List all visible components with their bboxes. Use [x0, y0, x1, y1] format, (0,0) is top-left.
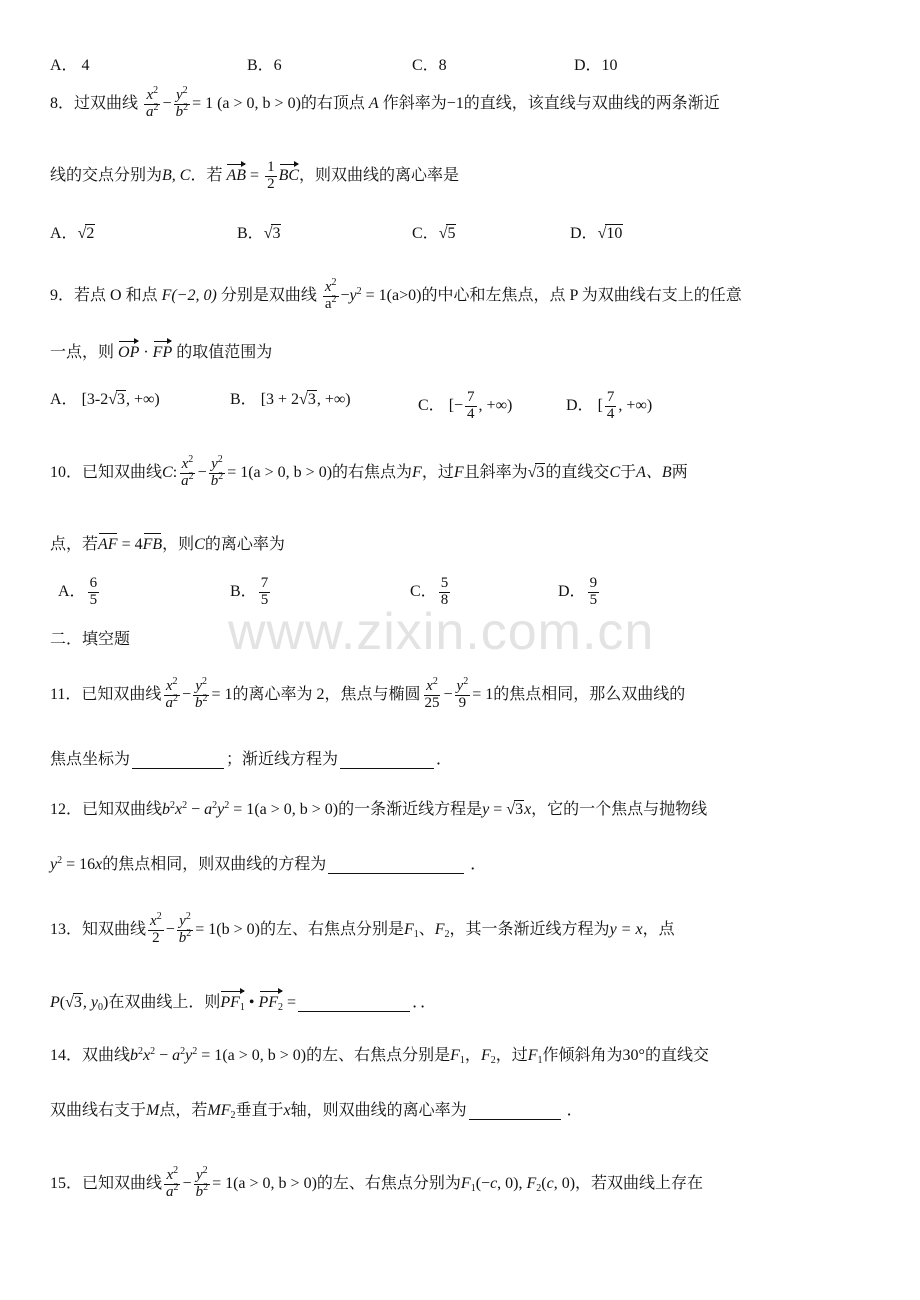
- q14-text-e: 的直线交: [644, 1047, 709, 1064]
- q8-frac-x: $\frac{x^2}{a^2}$: [146, 85, 159, 120]
- q10-line1: 10．已知双曲线C: $\frac{x^2}{a^2}$ − $\frac{y^2}{b^2}$ = 1(a > 0, b > 0)的右焦点为F，过F且斜率为√3的直线交C于A、B两: [50, 454, 688, 489]
- q12-text-c: ，它的一个焦点与抛物线: [531, 801, 708, 818]
- q10-option-a: A． $\frac{6}{5}$: [58, 575, 98, 608]
- q12-text-e: ．: [470, 856, 487, 873]
- q14-text-d: 作倾斜角为: [542, 1047, 623, 1064]
- q14-point-m: M: [146, 1102, 160, 1119]
- q10-option-d: D． $\frac{9}{5}$: [558, 575, 598, 608]
- q8-slope: −1: [446, 94, 464, 112]
- q10-cond: (a > 0, b > 0): [248, 463, 333, 481]
- q14-x-axis: x: [283, 1102, 291, 1119]
- q15-text-b: 的左、右焦点分别为: [316, 1174, 461, 1192]
- q13-vector-pf1: $PF_1$: [220, 990, 245, 1012]
- q7-option-d: D．10: [574, 57, 618, 74]
- q8-option-a: A．√2: [50, 225, 95, 242]
- q14-text-b: 的左、右焦点分别是: [306, 1047, 451, 1064]
- q15-number: 15．: [50, 1174, 83, 1192]
- q10-number: 10．: [50, 463, 83, 481]
- q11-text-b: 的离心率为 2，焦点与椭圆: [232, 685, 421, 703]
- q12-text-b: 的一条渐近线方程是: [338, 801, 483, 818]
- q9-option-b: B． [3 + 2√3, +∞): [230, 391, 351, 408]
- q13-text-b: 的左、右焦点分别是: [259, 920, 404, 938]
- q10-option-b: B． $\frac{7}{5}$: [230, 575, 269, 608]
- q10-text-b: 的右焦点为: [332, 463, 413, 481]
- q8-option-c: C．√5: [412, 225, 456, 242]
- q15-cond: (a > 0, b > 0): [233, 1174, 317, 1192]
- q15-text-c: ，若双曲线上存在: [575, 1174, 704, 1192]
- q12-number: 12．: [50, 801, 83, 818]
- q10-text-d: 且斜率为: [463, 463, 528, 481]
- q10-option-c: C． $\frac{5}{8}$: [410, 575, 449, 608]
- q15-text-a: 已知双曲线: [82, 1174, 163, 1192]
- q10-vector-fb: FB: [143, 532, 163, 554]
- q14-text-j: ．: [566, 1102, 583, 1119]
- q10-frac-x: $\frac{x^2}{a^2}$: [181, 454, 194, 489]
- q9-cond: = 1(a>0): [365, 286, 422, 304]
- q14-text-h: 垂直于: [235, 1102, 284, 1119]
- q13-eq: =: [287, 994, 297, 1011]
- q7-option-c: C．8: [412, 57, 447, 74]
- q12-line2: $y^2 = 16x$的焦点相同，则双曲线的方程为 ．: [50, 855, 487, 873]
- q11-number: 11．: [50, 685, 82, 703]
- q9-option-d: D． [ $\frac{7}{4}$ , +∞): [566, 389, 653, 422]
- q12-text-a: 已知双曲线: [82, 801, 163, 818]
- q14-line1: 14．双曲线$b^2x^2 - a^2y^2 = 1(a > 0$, b > 0)的左、右焦点分别是$F_1$，$F_2$，过$F_1$作倾斜角为30°的直线交: [50, 1046, 709, 1066]
- q9-text-a: 若点 O 和点: [74, 286, 158, 304]
- q11-text-e: ；渐近线方程为: [226, 751, 339, 768]
- q11-text-f: ．: [436, 751, 453, 768]
- q10-focus-f2: F: [453, 463, 464, 481]
- q9-vector-op: OP: [118, 340, 139, 362]
- q10-text-h: 点，若: [50, 536, 99, 553]
- q7-option-b: B．6: [247, 57, 282, 74]
- q10-curve: C: [162, 463, 173, 481]
- q10-vector-af: AF: [98, 532, 118, 554]
- q11-blank-foci[interactable]: [132, 750, 224, 769]
- q12-text-d: 的焦点相同，则双曲线的方程为: [102, 856, 327, 873]
- q9-number: 9．: [50, 286, 75, 304]
- q13-text-e: ，点: [642, 920, 675, 938]
- q8-text-f: ．若: [190, 166, 223, 184]
- q10-text-e: 的直线交: [545, 463, 610, 481]
- q12-line1: 12．已知双曲线$b^2x^2 - a^2y^2 = 1(a > 0$, b > 0)的一条渐近线方程是y = √3x，它的一个焦点与抛物线: [50, 800, 708, 818]
- q14-blank-eccentricity[interactable]: [469, 1101, 561, 1120]
- q10-text-f: 于: [620, 463, 637, 481]
- q14-text-a: 双曲线: [82, 1047, 131, 1064]
- q11-blank-asymptote[interactable]: [340, 750, 434, 769]
- q13-line2: P(√3, $y_0$)在双曲线上．则$PF_1$ • $PF_2$ = ．．: [50, 990, 880, 1012]
- q9-text-b: 分别是双曲线: [220, 286, 317, 304]
- q8-point-a: A: [368, 94, 379, 112]
- q9-text-c: 的中心和左焦点，点 P 为双曲线右支上的任意: [421, 286, 742, 304]
- q8-text-c: 作斜率为: [382, 94, 447, 112]
- q9-text-d: 一点，则: [50, 344, 115, 361]
- q14-cond: (a > 0, b > 0): [222, 1047, 307, 1064]
- q9-focus: F(−2, 0): [161, 286, 217, 304]
- q8-text-b: 的右顶点: [300, 94, 365, 112]
- section-fill-blank-title: 二．填空题: [50, 631, 131, 648]
- q8-text-g: ，则双曲线的离心率是: [299, 166, 460, 184]
- q9-frac-x: $\frac{x^2}{a^2}$: [324, 277, 337, 312]
- q13-dot: •: [248, 994, 255, 1011]
- q13-line1: 13．知双曲线 $\frac{x^2}{2}$ − $\frac{y^2}{b^2}$ = 1(b > 0)的左、右焦点分别是$F_1$、$F_2$，其一条渐近线方程为y = x，点: [50, 911, 675, 946]
- q10-points: A、B: [636, 463, 672, 481]
- q10-text-c: ，过: [421, 463, 454, 481]
- q13-number: 13．: [50, 920, 83, 938]
- q8-cond: (a > 0, b > 0): [217, 94, 301, 112]
- q8-text-e: 线的交点分别为: [50, 166, 163, 184]
- q9-text-e: 的取值范围为: [176, 344, 273, 361]
- q13-text-c: 、: [418, 920, 435, 938]
- q8-option-b: B．√3: [237, 225, 281, 242]
- q13-vector-pf2: $PF_2$: [259, 990, 284, 1012]
- q10-frac-y: $\frac{y^2}{b^2}$: [210, 454, 224, 489]
- q11-text-a: 已知双曲线: [81, 685, 162, 703]
- q9-option-c: C． [− $\frac{7}{4}$ , +∞): [418, 389, 513, 422]
- q8-vector-bc: BC: [279, 163, 299, 185]
- q9-line2: 一点，则 OP · FP 的取值范围为: [50, 340, 880, 362]
- q10-coef: = 4: [121, 536, 143, 553]
- q9-option-a: A． [3-2√3, +∞): [50, 391, 160, 408]
- q7-option-a: A． 4: [50, 57, 90, 74]
- q13-cond: (b > 0): [216, 920, 260, 938]
- q11-text-c: 的焦点相同，那么双曲线的: [493, 685, 686, 703]
- watermark: www.zixin.com.cn: [228, 603, 655, 661]
- q8-frac-y: $\frac{y^2}{b^2}$: [175, 85, 189, 120]
- q10-line2: [50, 532, 880, 554]
- q10-text-j: 的离心率为: [204, 536, 285, 553]
- q10-text-i: ，则: [162, 536, 195, 553]
- q10-text-g: 两: [671, 463, 688, 481]
- q13-asymptote: y = x: [609, 920, 643, 938]
- q8-line1: 8．过双曲线 $\frac{x^2}{a^2}$ − $\frac{y^2}{b^2}$ = 1 (a > 0, b > 0)的右顶点 A 作斜率为−1的直线，该直线与双曲线的两条渐近: [50, 85, 720, 120]
- q9-vector-fp: FP: [153, 340, 173, 362]
- q10-slope: √3: [527, 463, 545, 481]
- q13-text-a: 知双曲线: [82, 920, 147, 938]
- q13-text-f: 在双曲线上．则: [108, 994, 221, 1011]
- q14-text-f: 双曲线右支于: [50, 1102, 147, 1119]
- q10-curve-2: C: [609, 463, 621, 481]
- q14-line2: 双曲线右支于M点，若$MF_2$垂直于x轴，则双曲线的离心率为 ．: [50, 1102, 583, 1121]
- q8-frac-half: $\frac{1}{2}$: [267, 159, 275, 192]
- q10-focus-f: F: [412, 463, 422, 481]
- q8-option-d: D．√10: [570, 225, 623, 242]
- q14-text-g: 点，若: [159, 1102, 208, 1119]
- q14-text-c: ，过: [495, 1047, 528, 1064]
- q8-number: 8．: [50, 94, 75, 112]
- q10-curve-3: C: [194, 536, 205, 553]
- q13-blank-dot-product[interactable]: [298, 993, 410, 1012]
- q8-text-d: 的直线，该直线与双曲线的两条渐近: [463, 94, 720, 112]
- q8-text-a: 过双曲线: [74, 94, 139, 112]
- q11-line2: [50, 750, 880, 769]
- q8-points-bc: B, C: [162, 166, 191, 184]
- q12-blank-equation[interactable]: [328, 855, 464, 874]
- q8-line2: 线的交点分别为B, C．若 AB = $\frac{1}{2}$ BC，则双曲线的离心率是: [50, 159, 460, 192]
- q13-text-d: ，其一条渐近线方程为: [449, 920, 610, 938]
- q15-line1: 15．已知双曲线 $\frac{x^2}{a^2}$ − $\frac{y^2}{b^2}$ = 1(a > 0, b > 0)的左、右焦点分别为$F_1(-c$, 0), $F_2(c$, 0)，若双曲线上存在: [50, 1165, 704, 1200]
- q14-angle: 30°: [622, 1047, 645, 1064]
- q10-text-a: 已知双曲线: [82, 463, 163, 481]
- q11-text-d: 焦点坐标为: [50, 751, 131, 768]
- q12-cond: (a > 0, b > 0): [254, 801, 339, 818]
- q11-line1: 11．已知双曲线 $\frac{x^2}{a^2}$ − $\frac{y^2}{b^2}$ = 1的离心率为 2，焦点与椭圆 $\frac{x^2}{25}$ − $\frac{y^2}{9}$ = 1的焦点相同，那么双曲线的: [50, 676, 686, 711]
- q9-line1: 9．若点 O 和点 F(−2, 0) 分别是双曲线 $\frac{x^2}{a^2}$ $-y^2 = 1(a>0)$的中心和左焦点，点 P 为双曲线右支上的任意: [50, 277, 742, 312]
- q8-vector-ab: AB: [226, 163, 246, 185]
- q14-number: 14．: [50, 1047, 83, 1064]
- q13-text-g: ．．: [412, 994, 437, 1011]
- q14-text-i: 轴，则双曲线的离心率为: [290, 1102, 467, 1119]
